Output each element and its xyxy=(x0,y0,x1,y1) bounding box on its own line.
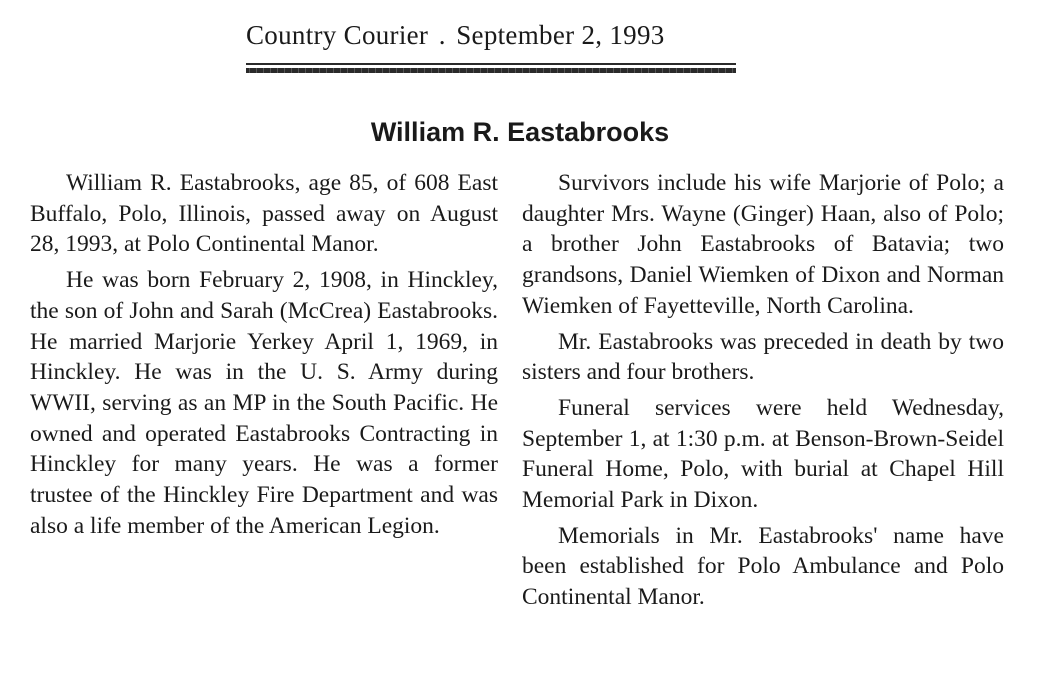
left-column xyxy=(30,168,498,546)
masthead-rule-thin xyxy=(246,63,736,65)
newspaper-name: Country Courier xyxy=(246,20,429,50)
masthead-rule-thick xyxy=(246,68,736,73)
obituary-headline: William R. Eastabrooks xyxy=(370,117,670,147)
masthead-line xyxy=(246,20,736,51)
masthead-separator: . xyxy=(438,20,446,50)
paragraph-memorials: Memorials in Mr. Eastabrooks' name have been established for Polo Ambulance and Polo Continental Manor. xyxy=(522,522,1004,611)
paragraph-death-notice: William R. Eastabrooks, age 85, of 608 East Buffalo, Polo, Illinois, passed away on August 28, 1993, at Polo Continental Manor. xyxy=(30,170,498,258)
masthead xyxy=(246,14,736,62)
paragraph-preceded: Mr. Eastabrooks was preceded in death by two sisters and four brothers. xyxy=(522,328,1004,386)
paragraph-survivors: Survivors include his wife Marjorie of Polo; a daughter Mrs. Wayne (Ginger) Haan, also of Polo; a brother John Eastabrooks of Batavia; two grandsons, Daniel Wiemken of Dixon and Norman Wiemken of Fayetteville, North Carolina. xyxy=(522,170,1004,319)
issue-date: September 2, 1993 xyxy=(456,20,665,50)
paragraph-biography: He was born February 2, 1908, in Hinckley, the son of John and Sarah (McCrea) Eastabrooks. He married Marjorie Yerkey April 1, 1969, in Hinckley. He was in the U. S. Army during WWII, serving as an MP in the South Pacific. He owned and operated Eastabrooks Contracting in Hinckley for many years. He was a former trustee of the Hinckley Fire Department and was also a life member of the American Legion. xyxy=(30,267,498,539)
paragraph-funeral: Funeral services were held Wednesday, September 1, at 1:30 p.m. at Benson-Brown-Seidel Funeral Home, Polo, with burial at Chapel Hill Memorial Park in Dixon. xyxy=(522,394,1004,514)
right-column xyxy=(522,168,1004,618)
